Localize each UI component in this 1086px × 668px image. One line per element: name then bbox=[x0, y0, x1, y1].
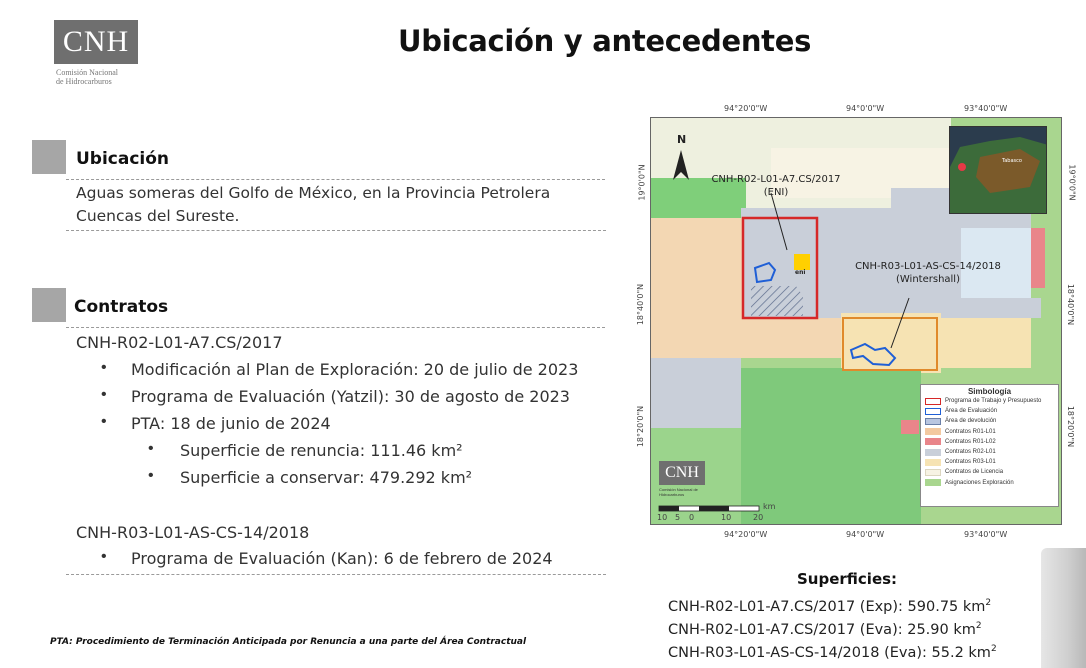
callout-wintershall-operator: (Wintershall) bbox=[895, 274, 960, 285]
legend-item bbox=[921, 406, 1058, 416]
contract-1-name: CNH-R02-L01-A7.CS/2017 bbox=[76, 333, 283, 352]
superficies-title: Superficies: bbox=[797, 570, 898, 588]
map-cnh-logo-subtitle: Comisión Nacional de Hidrocarburos bbox=[659, 487, 698, 497]
legend-item-label: Área de devolución bbox=[945, 418, 997, 425]
eni-relinquishment-area bbox=[751, 286, 803, 316]
contract-1-bullet-3: PTA: 18 de junio de 2024 bbox=[131, 414, 331, 433]
contratos-r02-area bbox=[651, 358, 741, 428]
eni-logo-label: eni bbox=[795, 269, 806, 276]
callout-wintershall bbox=[837, 260, 1019, 286]
superficie-line-3-text: CNH-R03-L01-AS-CS-14/2018 (Eva): 55.2 km bbox=[668, 644, 991, 661]
callout-eni bbox=[701, 173, 851, 199]
legend-item-label: Contratos R02-L01 bbox=[945, 449, 996, 456]
wintershall-block bbox=[843, 318, 937, 370]
footnote: PTA: Procedimiento de Terminación Anticipada por Renuncia a una parte del Área Contractual bbox=[50, 637, 527, 647]
legend-swatch bbox=[925, 469, 941, 476]
map-top-tick: 94°0'0"W bbox=[846, 104, 885, 113]
map-cnh-logo-mark: CNH bbox=[659, 461, 705, 485]
section-contratos-title: Contratos bbox=[74, 297, 169, 317]
legend-item bbox=[921, 396, 1058, 406]
legend-item bbox=[921, 416, 1058, 426]
presenter-video-thumbnail bbox=[1041, 548, 1086, 668]
scale-label: 5 bbox=[675, 513, 681, 522]
superficie-line-2-text: CNH-R02-L01-A7.CS/2017 (Eva): 25.90 km bbox=[668, 621, 976, 638]
map-bottom-tick: 94°0'0"W bbox=[846, 530, 885, 539]
legend-title: Simbología bbox=[967, 387, 1012, 396]
map-right-tick: 18°20'0"N bbox=[1066, 405, 1076, 448]
callout-wintershall-contract: CNH-R03-L01-AS-CS-14/2018 bbox=[855, 261, 1001, 272]
superficie-line-3 bbox=[668, 644, 997, 661]
legend-swatch bbox=[925, 459, 941, 466]
section-ubicacion-title: Ubicación bbox=[76, 149, 170, 169]
legend-item-label: Asignaciones Exploración bbox=[945, 479, 1014, 486]
divider bbox=[66, 230, 606, 231]
contratos-r01-l02-area bbox=[1031, 228, 1045, 288]
map-top-tick: 94°20'0"W bbox=[724, 104, 768, 113]
scale-label: 20 bbox=[753, 513, 764, 522]
superficie-line-1 bbox=[668, 598, 991, 615]
map-cnh-logo bbox=[659, 461, 707, 497]
legend-swatch bbox=[925, 438, 941, 445]
callout-eni-operator: (ENI) bbox=[763, 187, 789, 198]
section-marker bbox=[32, 288, 66, 322]
section-ubicacion-header bbox=[32, 140, 605, 180]
cnh-logo bbox=[54, 20, 144, 86]
inset-region-label: Tabasco bbox=[1002, 158, 1022, 164]
contract-1-bullet-1: Modificación al Plan de Exploración: 20 de julio de 2023 bbox=[131, 360, 579, 379]
cnh-logo-subtitle-2: de Hidrocarburos bbox=[56, 77, 112, 86]
scale-unit: km bbox=[763, 502, 776, 511]
legend-item-label: Contratos R03-L01 bbox=[945, 459, 996, 466]
superficie-line-2 bbox=[668, 621, 982, 638]
section-divider bbox=[66, 327, 605, 328]
contract-1-sub-bullet-1: Superficie de renuncia: 111.46 km² bbox=[180, 441, 463, 460]
legend-item bbox=[921, 467, 1058, 477]
location-map bbox=[634, 100, 1078, 546]
bullet-dot: • bbox=[101, 386, 107, 403]
section-contratos-header bbox=[32, 288, 605, 328]
legend-swatch bbox=[925, 479, 941, 486]
legend-item bbox=[921, 447, 1058, 457]
map-canvas bbox=[650, 117, 1062, 525]
legend-item bbox=[921, 427, 1058, 437]
cnh-logo-subtitle-1: Comisión Nacional bbox=[56, 68, 118, 77]
legend-item-label: Programa de Trabajo y Presupuesto bbox=[945, 398, 1042, 405]
superficie-exponent: 2 bbox=[985, 598, 992, 608]
bullet-dot: • bbox=[101, 359, 107, 376]
contratos-r01-l02-area bbox=[901, 420, 919, 434]
legend-item-label: Contratos R01-L02 bbox=[945, 438, 996, 445]
contract-1-bullet-2: Programa de Evaluación (Yatzil): 30 de agosto de 2023 bbox=[131, 387, 570, 406]
contratos-r03-area bbox=[941, 318, 1031, 368]
bullet-dot: • bbox=[101, 548, 107, 565]
contratos-r01-area bbox=[651, 318, 841, 358]
map-left-tick: 19°0'0"N bbox=[637, 164, 647, 201]
divider bbox=[66, 574, 606, 575]
map-top-tick: 93°40'0"W bbox=[964, 104, 1008, 113]
map-inset bbox=[949, 126, 1047, 214]
scale-label: 10 bbox=[721, 513, 732, 522]
superficie-exponent: 2 bbox=[975, 621, 982, 631]
legend-item-label: Contratos R01-L01 bbox=[945, 428, 996, 435]
legend-item bbox=[921, 457, 1058, 467]
superficie-exponent: 2 bbox=[990, 644, 997, 654]
scale-bar-segment bbox=[659, 506, 679, 511]
map-legend bbox=[920, 384, 1059, 507]
legend-swatch bbox=[925, 428, 941, 435]
contract-2-bullet-1: Programa de Evaluación (Kan): 6 de febrero de 2024 bbox=[131, 549, 553, 568]
legend-item bbox=[921, 437, 1058, 447]
map-bottom-tick: 94°20'0"W bbox=[724, 530, 768, 539]
scale-label: 10 bbox=[657, 513, 668, 522]
ubicacion-line-2: Cuencas del Sureste. bbox=[76, 207, 240, 225]
sub-bullet-dot: • bbox=[148, 467, 154, 484]
section-divider bbox=[66, 179, 605, 180]
legend-swatch bbox=[925, 408, 941, 415]
map-bottom-tick: 93°40'0"W bbox=[964, 530, 1008, 539]
map-right-tick: 18°40'0"N bbox=[1066, 283, 1076, 326]
legend-swatch bbox=[925, 398, 941, 405]
legend-item-label: Contratos de Licencia bbox=[945, 469, 1004, 476]
legend-swatch bbox=[925, 449, 941, 456]
contract-2-name: CNH-R03-L01-AS-CS-14/2018 bbox=[76, 523, 310, 542]
contract-1-sub-bullet-2: Superficie a conservar: 479.292 km² bbox=[180, 468, 473, 487]
map-left-tick: 18°20'0"N bbox=[636, 405, 646, 448]
legend-item bbox=[921, 478, 1058, 488]
north-label: N bbox=[677, 133, 687, 146]
cnh-logo-mark: CNH bbox=[54, 20, 138, 64]
scale-label: 0 bbox=[689, 513, 695, 522]
superficie-line-1-text: CNH-R02-L01-A7.CS/2017 (Exp): 590.75 km bbox=[668, 598, 986, 615]
bullet-dot: • bbox=[101, 413, 107, 430]
sub-bullet-dot: • bbox=[148, 440, 154, 457]
map-left-tick: 18°40'0"N bbox=[636, 283, 646, 326]
scale-bar-segment bbox=[699, 506, 729, 511]
ubicacion-line-1: Aguas someras del Golfo de México, en la Provincia Petrolera bbox=[76, 184, 551, 202]
legend-swatch bbox=[925, 418, 941, 425]
inset-map-graphic bbox=[950, 127, 1047, 214]
legend-item-label: Área de Evaluación bbox=[945, 408, 998, 415]
callout-eni-contract: CNH-R02-L01-A7.CS/2017 bbox=[711, 174, 841, 185]
page-title: Ubicación y antecedentes bbox=[398, 24, 812, 58]
section-marker bbox=[32, 140, 66, 174]
map-right-tick: 19°0'0"N bbox=[1067, 164, 1077, 201]
